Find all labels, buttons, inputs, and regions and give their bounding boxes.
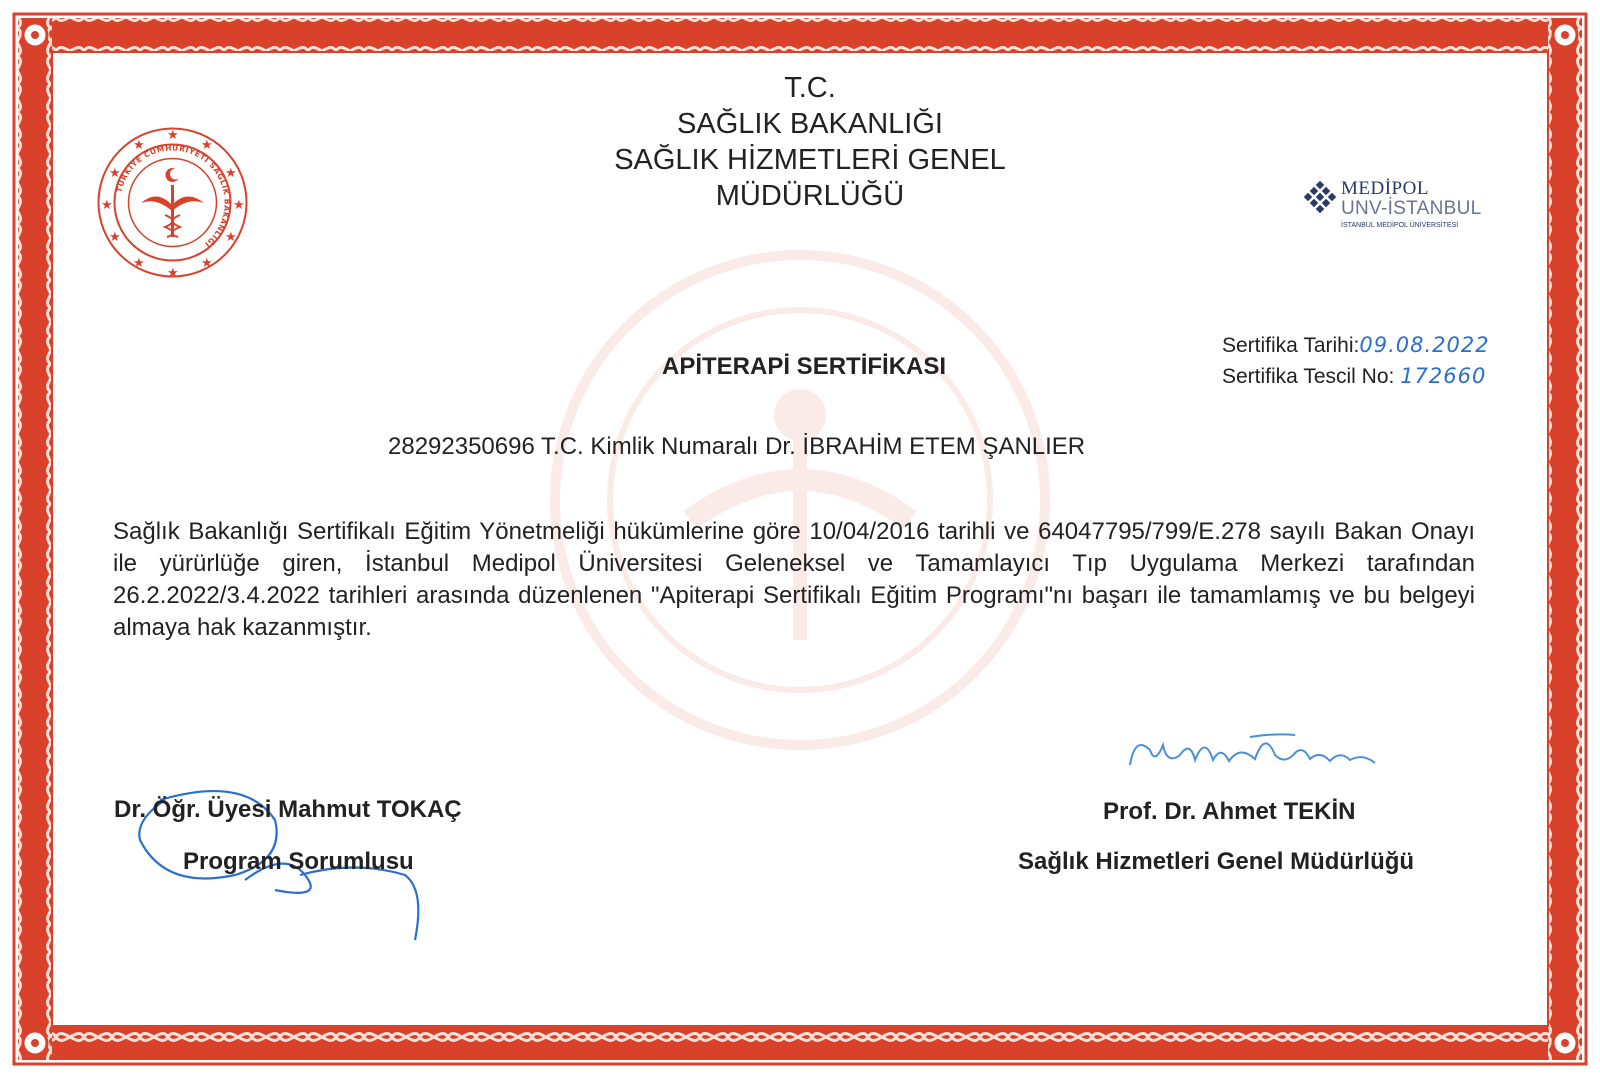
logo-sub: UNV-İSTANBUL	[1341, 198, 1482, 219]
svg-text:★: ★	[109, 166, 121, 181]
certificate-reg-row	[1222, 361, 1490, 392]
logo-tagline: İSTANBUL MEDİPOL ÜNİVERSİTESİ	[1341, 222, 1459, 229]
svg-text:★: ★	[109, 230, 121, 245]
certificate-meta	[1222, 330, 1490, 392]
header-line-tc: T.C.	[784, 72, 836, 104]
ministry-seal-icon	[95, 125, 250, 280]
svg-text:TÜRKİYE CUMHURİYETİ SAĞLIK BAK: TÜRKİYE CUMHURİYETİ SAĞLIK BAKANLIĞI	[114, 143, 232, 250]
header-line-directorate-2: MÜDÜRLÜĞÜ	[715, 180, 905, 212]
svg-text:★: ★	[201, 256, 213, 271]
certificate-body: Sağlık Bakanlığı Sertifikalı Eğitim Yönetmeliği hükümlerine göre 10/04/2016 tarihli ve 64047795/799/E.278 sayılı Bakan Onayı ile yürürlüğe giren, İstanbul Medipol Üniversitesi Geleneksel ve Tamamlayıcı Tıp Uygulama Merkezi tarafından 26.2.2022/3.4.2022 tarihleri arasında düzenlenen "Apiterapi Sertifikalı Eğitim Programı"nı başarı ile tamamlamış ve bu belgeyi almaya hak kazanmıştır.	[113, 518, 1475, 641]
signatory-left-role: Program Sorumlusu	[183, 848, 414, 875]
svg-text:★: ★	[133, 256, 145, 271]
ministry-header	[560, 70, 1060, 214]
signatory-right-role: Sağlık Hizmetleri Genel Müdürlüğü	[1018, 848, 1415, 875]
logo-name: MEDİPOL	[1341, 178, 1429, 199]
signatory-left-name: Dr. Öğr. Üyesi Mahmut TOKAÇ	[114, 796, 462, 823]
svg-text:★: ★	[167, 128, 179, 143]
certificate-title: APİTERAPİ SERTİFİKASI	[662, 353, 947, 380]
header-line-directorate: SAĞLIK HİZMETLERİ GENEL	[614, 144, 1006, 176]
recipient-id-line: 28292350696 T.C. Kimlik Numaralı Dr. İBRAHİM ETEM ŞANLIER	[388, 433, 1086, 460]
medipol-x-icon	[1303, 180, 1337, 214]
svg-text:★: ★	[167, 266, 179, 280]
medipol-logo	[1303, 180, 1493, 232]
certificate-date-value: 09.08.2022	[1359, 333, 1490, 357]
certificate-date-row	[1222, 330, 1490, 361]
svg-text:★: ★	[233, 198, 245, 213]
certificate-reg-value: 172660	[1400, 364, 1487, 388]
svg-text:★: ★	[225, 230, 237, 245]
signature-right-scribble	[1125, 725, 1390, 785]
certificate-date-label: Sertifika Tarihi:	[1222, 334, 1360, 357]
certificate-reg-label: Sertifika Tescil No:	[1222, 365, 1395, 388]
svg-text:★: ★	[101, 198, 113, 213]
svg-text:★: ★	[201, 138, 213, 153]
svg-text:★: ★	[225, 166, 237, 181]
watermark-seal-icon	[540, 240, 1060, 760]
signatory-right-name: Prof. Dr. Ahmet TEKİN	[1103, 798, 1356, 825]
header-line-ministry: SAĞLIK BAKANLIĞI	[677, 108, 943, 140]
svg-text:★: ★	[133, 138, 145, 153]
